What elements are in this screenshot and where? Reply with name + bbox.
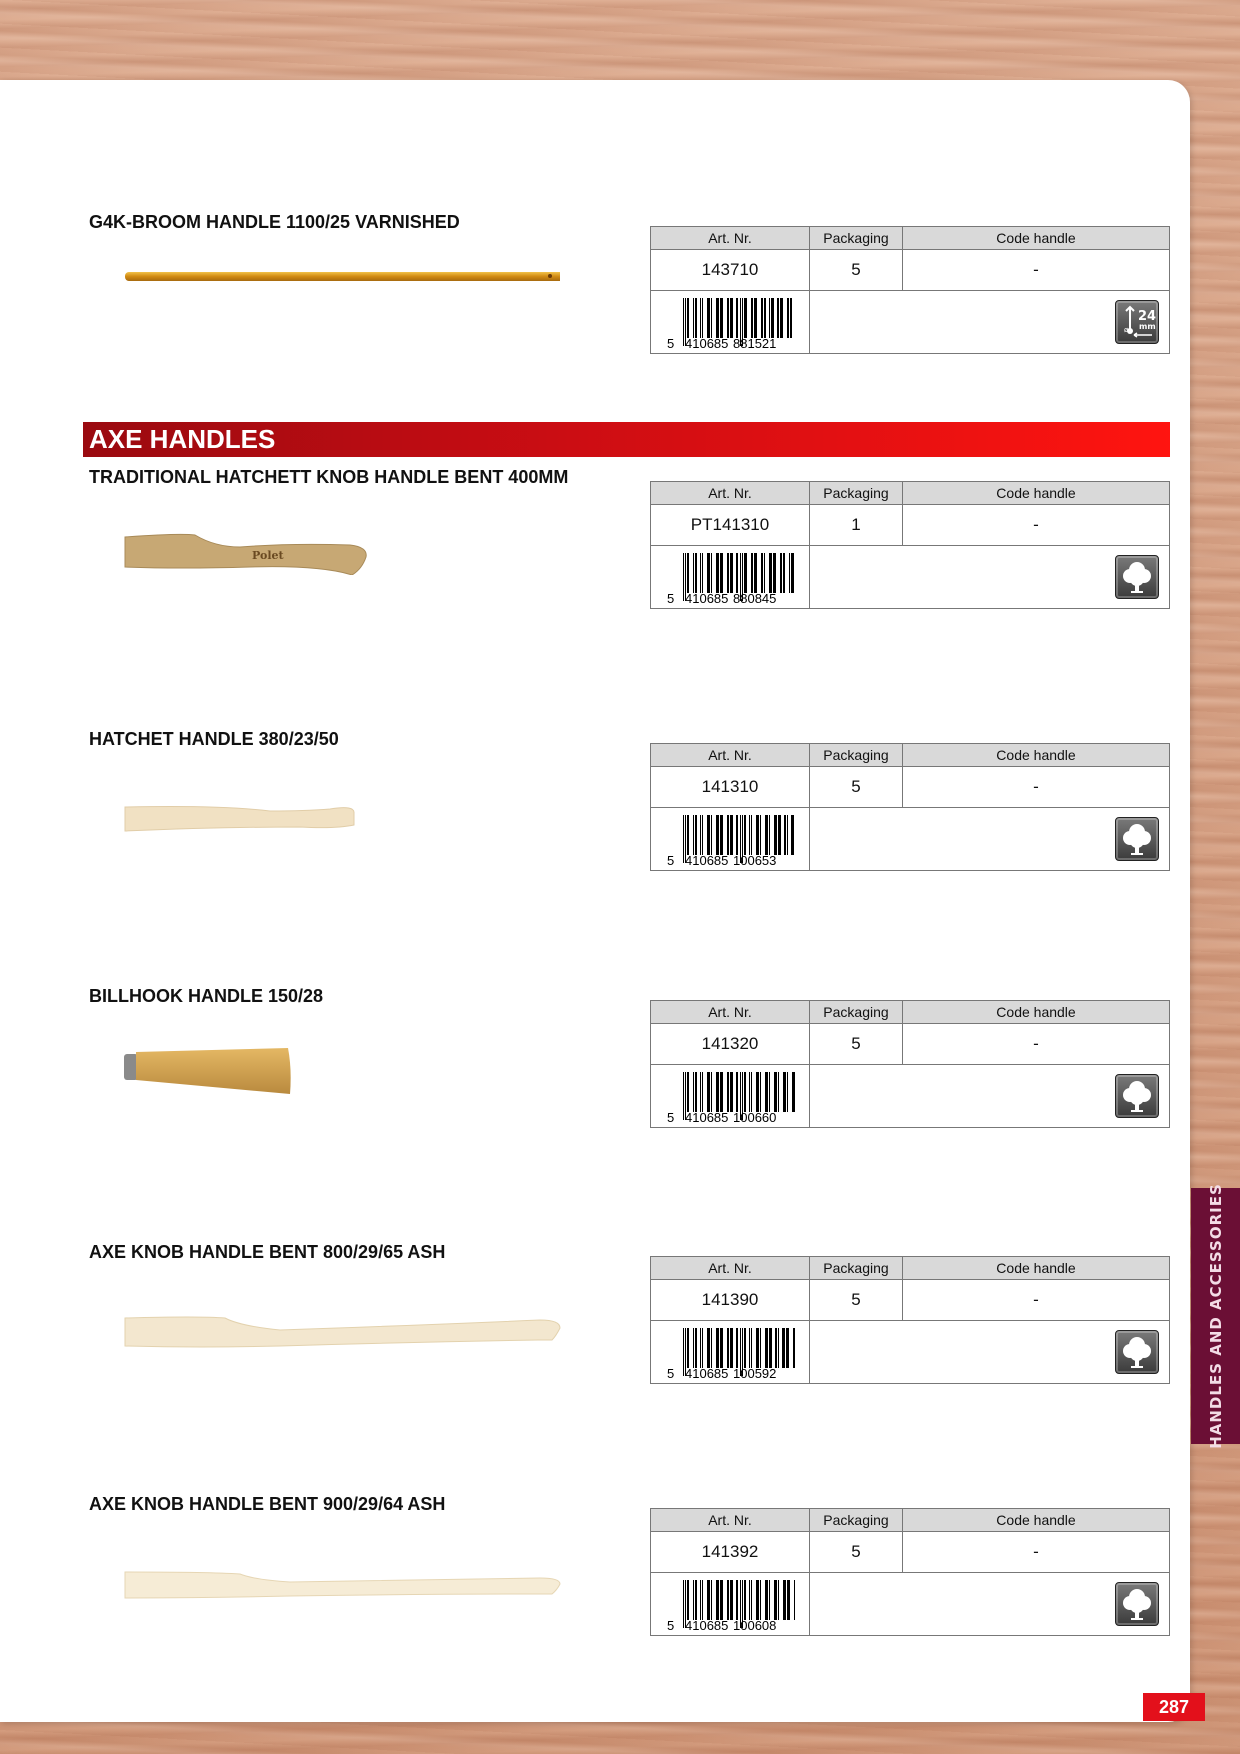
barcode-lead-digit: 5 <box>667 853 675 867</box>
product-table <box>650 743 1170 871</box>
barcode-bar <box>765 1072 768 1112</box>
barcode-bar <box>716 815 719 855</box>
barcode-bar <box>751 1580 752 1620</box>
code-handle: - <box>903 1024 1170 1065</box>
tree-icon <box>1115 817 1159 861</box>
barcode-bar <box>787 815 788 855</box>
barcode-bar <box>783 1072 786 1112</box>
tree-icon <box>1115 1074 1159 1118</box>
col-art-header: Art. Nr. <box>651 482 810 505</box>
barcode-right-digits: 880845 <box>733 591 777 605</box>
barcode-bar <box>790 298 792 338</box>
svg-text:ø: ø <box>1124 326 1129 334</box>
barcode-bar <box>764 553 765 593</box>
barcode-bar <box>700 1580 701 1620</box>
barcode-bar <box>751 815 752 855</box>
col-code-header: Code handle <box>903 482 1170 505</box>
barcode-cell <box>651 1321 810 1384</box>
barcode-bar <box>707 553 710 593</box>
art-number: 141320 <box>651 1024 810 1065</box>
barcode-left-digits: 410685 <box>685 336 729 350</box>
barcode-bar <box>760 1328 761 1368</box>
barcode-cell <box>651 808 810 871</box>
barcode-bar <box>693 553 694 593</box>
product-block <box>0 1494 1240 1694</box>
barcode-bar <box>687 553 689 593</box>
barcode-bar <box>711 1328 712 1368</box>
barcode-bar <box>730 1328 733 1368</box>
barcode-bar <box>774 815 777 855</box>
col-packaging-header: Packaging <box>810 744 903 767</box>
barcode-bar <box>744 298 747 338</box>
barcode-bar <box>683 815 684 863</box>
barcode-lead-digit: 5 <box>667 591 675 605</box>
barcode-bar <box>700 298 701 338</box>
icon-cell <box>810 1065 1170 1128</box>
art-number: PT141310 <box>651 505 810 546</box>
barcode-bar <box>727 553 729 593</box>
icon-cell <box>810 1573 1170 1636</box>
icon-cell <box>810 808 1170 871</box>
barcode-bar <box>702 1328 703 1368</box>
barcode-bar <box>794 1580 795 1620</box>
barcode-bar <box>765 815 768 855</box>
barcode-bar <box>720 815 723 855</box>
barcode-bar <box>730 298 733 338</box>
barcode-bar <box>765 1580 768 1620</box>
barcode-bar <box>730 815 733 855</box>
barcode-bar <box>783 1580 786 1620</box>
barcode-bar <box>761 298 763 338</box>
barcode-lead-digit: 5 <box>667 1618 675 1632</box>
barcode-bar <box>778 1328 779 1368</box>
barcode-bar <box>716 1328 719 1368</box>
col-packaging-header: Packaging <box>810 1001 903 1024</box>
barcode-bar <box>700 553 701 593</box>
barcode-bar <box>695 298 697 338</box>
barcode-right-digits: 100660 <box>733 1110 777 1124</box>
code-handle: - <box>903 767 1170 808</box>
side-tab-label: HANDLES AND ACCESSORIES <box>1206 1183 1225 1449</box>
packaging-qty: 5 <box>810 1024 903 1065</box>
barcode-bar <box>749 1072 750 1112</box>
barcode-bar <box>707 1072 710 1112</box>
barcode-bar <box>727 1072 729 1112</box>
barcode-bar <box>695 553 697 593</box>
barcode-bar <box>744 1328 746 1368</box>
axe-knob-handle-900-image <box>120 1532 570 1602</box>
barcode-bar <box>716 298 719 338</box>
barcode-bar <box>777 298 779 338</box>
page-number: 287 <box>1143 1693 1205 1721</box>
barcode-bar <box>769 553 772 593</box>
product-title: AXE KNOB HANDLE BENT 900/29/64 ASH <box>89 1494 446 1514</box>
barcode-left-digits: 410685 <box>685 1110 729 1124</box>
barcode-bar <box>683 1328 684 1376</box>
barcode-bar <box>756 1328 759 1368</box>
tree-icon <box>1115 1582 1159 1626</box>
product-title: BILLHOOK HANDLE 150/28 <box>89 986 324 1006</box>
barcode-bar <box>736 815 738 855</box>
barcode-bar <box>782 1328 785 1368</box>
barcode-lead-digit: 5 <box>667 1110 675 1124</box>
axe-knob-handle-800-image <box>120 1280 570 1350</box>
product-table <box>650 1256 1170 1384</box>
barcode-bar <box>700 1072 701 1112</box>
section-banner: AXE HANDLES <box>83 422 1170 457</box>
billhook-handle-image <box>120 1024 320 1094</box>
col-art-header: Art. Nr. <box>651 1001 810 1024</box>
barcode-bar <box>707 1328 710 1368</box>
barcode-bar <box>683 1072 684 1120</box>
barcode-bar <box>769 298 770 338</box>
barcode-bar <box>769 1580 770 1620</box>
barcode-bar <box>695 815 697 855</box>
product-table <box>650 1508 1170 1636</box>
hatchet-knob-handle-image <box>120 505 380 575</box>
product-block <box>0 212 1240 412</box>
svg-text:24: 24 <box>1138 309 1157 324</box>
barcode-bar <box>727 815 729 855</box>
barcode-bar <box>751 298 753 338</box>
barcode-bar <box>720 1072 723 1112</box>
barcode-bar <box>687 1580 689 1620</box>
barcode-bar <box>700 1328 701 1368</box>
barcode-bar <box>749 1328 750 1368</box>
barcode-bar <box>775 1328 777 1368</box>
barcode-bar <box>784 815 786 855</box>
code-handle: - <box>903 505 1170 546</box>
barcode-cell <box>651 546 810 609</box>
barcode-bar <box>760 1580 761 1620</box>
barcode-bar <box>760 815 761 855</box>
tree-icon <box>1115 1330 1159 1374</box>
barcode-bar <box>780 553 782 593</box>
barcode-bar <box>736 1328 738 1368</box>
barcode-lead-digit: 5 <box>667 1366 675 1380</box>
barcode-bar <box>683 298 684 346</box>
barcode-bar <box>771 298 774 338</box>
barcode-right-digits: 881521 <box>733 336 777 350</box>
col-packaging-header: Packaging <box>810 1257 903 1280</box>
barcode-bar <box>751 553 753 593</box>
barcode-bar <box>793 1328 795 1368</box>
barcode-bar <box>693 298 694 338</box>
barcode-bar <box>727 1580 729 1620</box>
barcode-bar <box>693 1328 694 1368</box>
barcode-bar <box>683 1580 684 1628</box>
barcode-bar <box>727 1328 729 1368</box>
barcode-bar <box>702 298 703 338</box>
barcode-bar <box>773 553 776 593</box>
col-code-header: Code handle <box>903 744 1170 767</box>
barcode <box>665 1324 795 1380</box>
barcode-bar <box>700 815 701 855</box>
barcode-bar <box>707 298 710 338</box>
barcode-bar <box>687 298 689 338</box>
barcode-bar <box>736 1580 738 1620</box>
barcode-left-digits: 410685 <box>685 1618 729 1632</box>
barcode-bar <box>761 553 763 593</box>
barcode-bar <box>683 553 684 601</box>
barcode-bar <box>769 815 770 855</box>
code-handle: - <box>903 1280 1170 1321</box>
barcode-bar <box>791 815 794 855</box>
packaging-qty: 1 <box>810 505 903 546</box>
barcode-bar <box>730 553 733 593</box>
barcode-bar <box>730 1072 733 1112</box>
packaging-qty: 5 <box>810 767 903 808</box>
barcode <box>665 294 795 350</box>
packaging-qty: 5 <box>810 250 903 291</box>
product-title: TRADITIONAL HATCHETT KNOB HANDLE BENT 400MM <box>89 467 569 487</box>
barcode-bar <box>720 298 723 338</box>
product-title: G4K-BROOM HANDLE 1100/25 VARNISHED <box>89 212 460 232</box>
barcode-bar <box>754 553 757 593</box>
barcode-bar <box>736 1072 738 1112</box>
barcode-bar <box>787 298 789 338</box>
barcode <box>665 811 795 867</box>
icon-cell <box>810 1321 1170 1384</box>
barcode-bar <box>791 553 794 593</box>
col-code-header: Code handle <box>903 1001 1170 1024</box>
barcode-bar <box>736 298 738 338</box>
product-title: AXE KNOB HANDLE BENT 800/29/65 ASH <box>89 1242 446 1262</box>
product-block <box>0 1242 1240 1442</box>
col-code-header: Code handle <box>903 1257 1170 1280</box>
art-number: 143710 <box>651 250 810 291</box>
product-table <box>650 481 1170 609</box>
barcode-bar <box>695 1328 697 1368</box>
code-handle: - <box>903 250 1170 291</box>
barcode-bar <box>707 1580 710 1620</box>
barcode-lead-digit: 5 <box>667 336 675 350</box>
barcode-bar <box>792 1072 795 1112</box>
barcode-right-digits: 100592 <box>733 1366 777 1380</box>
tree-icon <box>1115 555 1159 599</box>
barcode-bar <box>774 1580 777 1620</box>
barcode-bar <box>702 553 703 593</box>
barcode-bar <box>693 815 694 855</box>
barcode-bar <box>764 298 766 338</box>
barcode-bar <box>711 815 712 855</box>
icon-cell <box>810 291 1170 354</box>
section-side-tab <box>1191 1183 1240 1449</box>
barcode-bar <box>727 298 729 338</box>
hatchet-handle-image <box>120 767 380 837</box>
barcode-bar <box>720 553 723 593</box>
barcode-bar <box>711 298 712 338</box>
barcode-bar <box>711 553 712 593</box>
barcode-bar <box>751 1328 752 1368</box>
barcode-bar <box>716 1072 719 1112</box>
svg-text:mm: mm <box>1139 322 1156 331</box>
barcode-bar <box>687 1072 689 1112</box>
barcode-bar <box>787 1072 788 1112</box>
barcode-bar <box>716 553 719 593</box>
barcode <box>665 1576 795 1632</box>
barcode-bar <box>751 1072 752 1112</box>
barcode-left-digits: 410685 <box>685 1366 729 1380</box>
barcode-bar <box>720 1580 723 1620</box>
barcode-bar <box>730 1580 733 1620</box>
barcode-bar <box>695 1072 697 1112</box>
barcode-bar <box>749 815 750 855</box>
col-packaging-header: Packaging <box>810 482 903 505</box>
col-art-header: Art. Nr. <box>651 227 810 250</box>
barcode-bar <box>702 1072 703 1112</box>
col-art-header: Art. Nr. <box>651 1257 810 1280</box>
barcode-bar <box>749 1580 750 1620</box>
barcode-bar <box>711 1072 712 1112</box>
col-art-header: Art. Nr. <box>651 744 810 767</box>
barcode-bar <box>711 1580 712 1620</box>
barcode-bar <box>702 1580 703 1620</box>
barcode <box>665 1068 795 1124</box>
barcode-bar <box>744 815 746 855</box>
product-table <box>650 226 1170 354</box>
barcode-left-digits: 410685 <box>685 853 729 867</box>
col-code-header: Code handle <box>903 227 1170 250</box>
barcode-bar <box>693 1580 694 1620</box>
barcode-bar <box>780 298 783 338</box>
barcode-bar <box>687 1328 689 1368</box>
barcode-bar <box>778 815 781 855</box>
barcode-cell <box>651 291 810 354</box>
product-block <box>0 467 1240 667</box>
barcode-bar <box>744 553 747 593</box>
barcode-bar <box>786 1328 789 1368</box>
barcode-bar <box>716 1580 719 1620</box>
barcode-left-digits: 410685 <box>685 591 729 605</box>
product-title: HATCHET HANDLE 380/23/50 <box>89 729 339 749</box>
barcode-bar <box>702 815 703 855</box>
barcode-bar <box>789 553 790 593</box>
barcode-bar <box>754 298 757 338</box>
packaging-qty: 5 <box>810 1532 903 1573</box>
barcode-bar <box>774 1072 777 1112</box>
diameter-24mm-icon <box>1115 300 1159 344</box>
barcode-bar <box>720 1328 723 1368</box>
barcode-bar <box>765 1328 768 1368</box>
barcode-bar <box>760 1072 761 1112</box>
art-number: 141392 <box>651 1532 810 1573</box>
product-block <box>0 729 1240 929</box>
art-number: 141390 <box>651 1280 810 1321</box>
barcode-bar <box>778 1072 779 1112</box>
barcode-bar <box>736 553 738 593</box>
product-table <box>650 1000 1170 1128</box>
barcode-bar <box>756 1580 759 1620</box>
code-handle: - <box>903 1532 1170 1573</box>
barcode-bar <box>744 1072 746 1112</box>
packaging-qty: 5 <box>810 1280 903 1321</box>
barcode-bar <box>707 815 710 855</box>
barcode <box>665 549 795 605</box>
col-packaging-header: Packaging <box>810 1509 903 1532</box>
barcode-bar <box>756 1072 759 1112</box>
barcode-right-digits: 100608 <box>733 1618 777 1632</box>
barcode-bar <box>787 1580 790 1620</box>
barcode-right-digits: 100653 <box>733 853 777 867</box>
barcode-bar <box>695 1580 697 1620</box>
barcode-cell <box>651 1065 810 1128</box>
barcode-bar <box>756 815 759 855</box>
barcode-bar <box>783 553 785 593</box>
col-code-header: Code handle <box>903 1509 1170 1532</box>
barcode-bar <box>778 1580 779 1620</box>
product-block <box>0 986 1240 1186</box>
col-art-header: Art. Nr. <box>651 1509 810 1532</box>
barcode-bar <box>744 1580 746 1620</box>
barcode-bar <box>687 815 689 855</box>
art-number: 141310 <box>651 767 810 808</box>
barcode-bar <box>693 1072 694 1112</box>
icon-cell <box>810 546 1170 609</box>
barcode-bar <box>769 1072 770 1112</box>
barcode-cell <box>651 1573 810 1636</box>
broom-handle-image <box>120 250 560 300</box>
col-packaging-header: Packaging <box>810 227 903 250</box>
barcode-bar <box>769 1328 772 1368</box>
svg-text:Polet: Polet <box>252 549 284 562</box>
